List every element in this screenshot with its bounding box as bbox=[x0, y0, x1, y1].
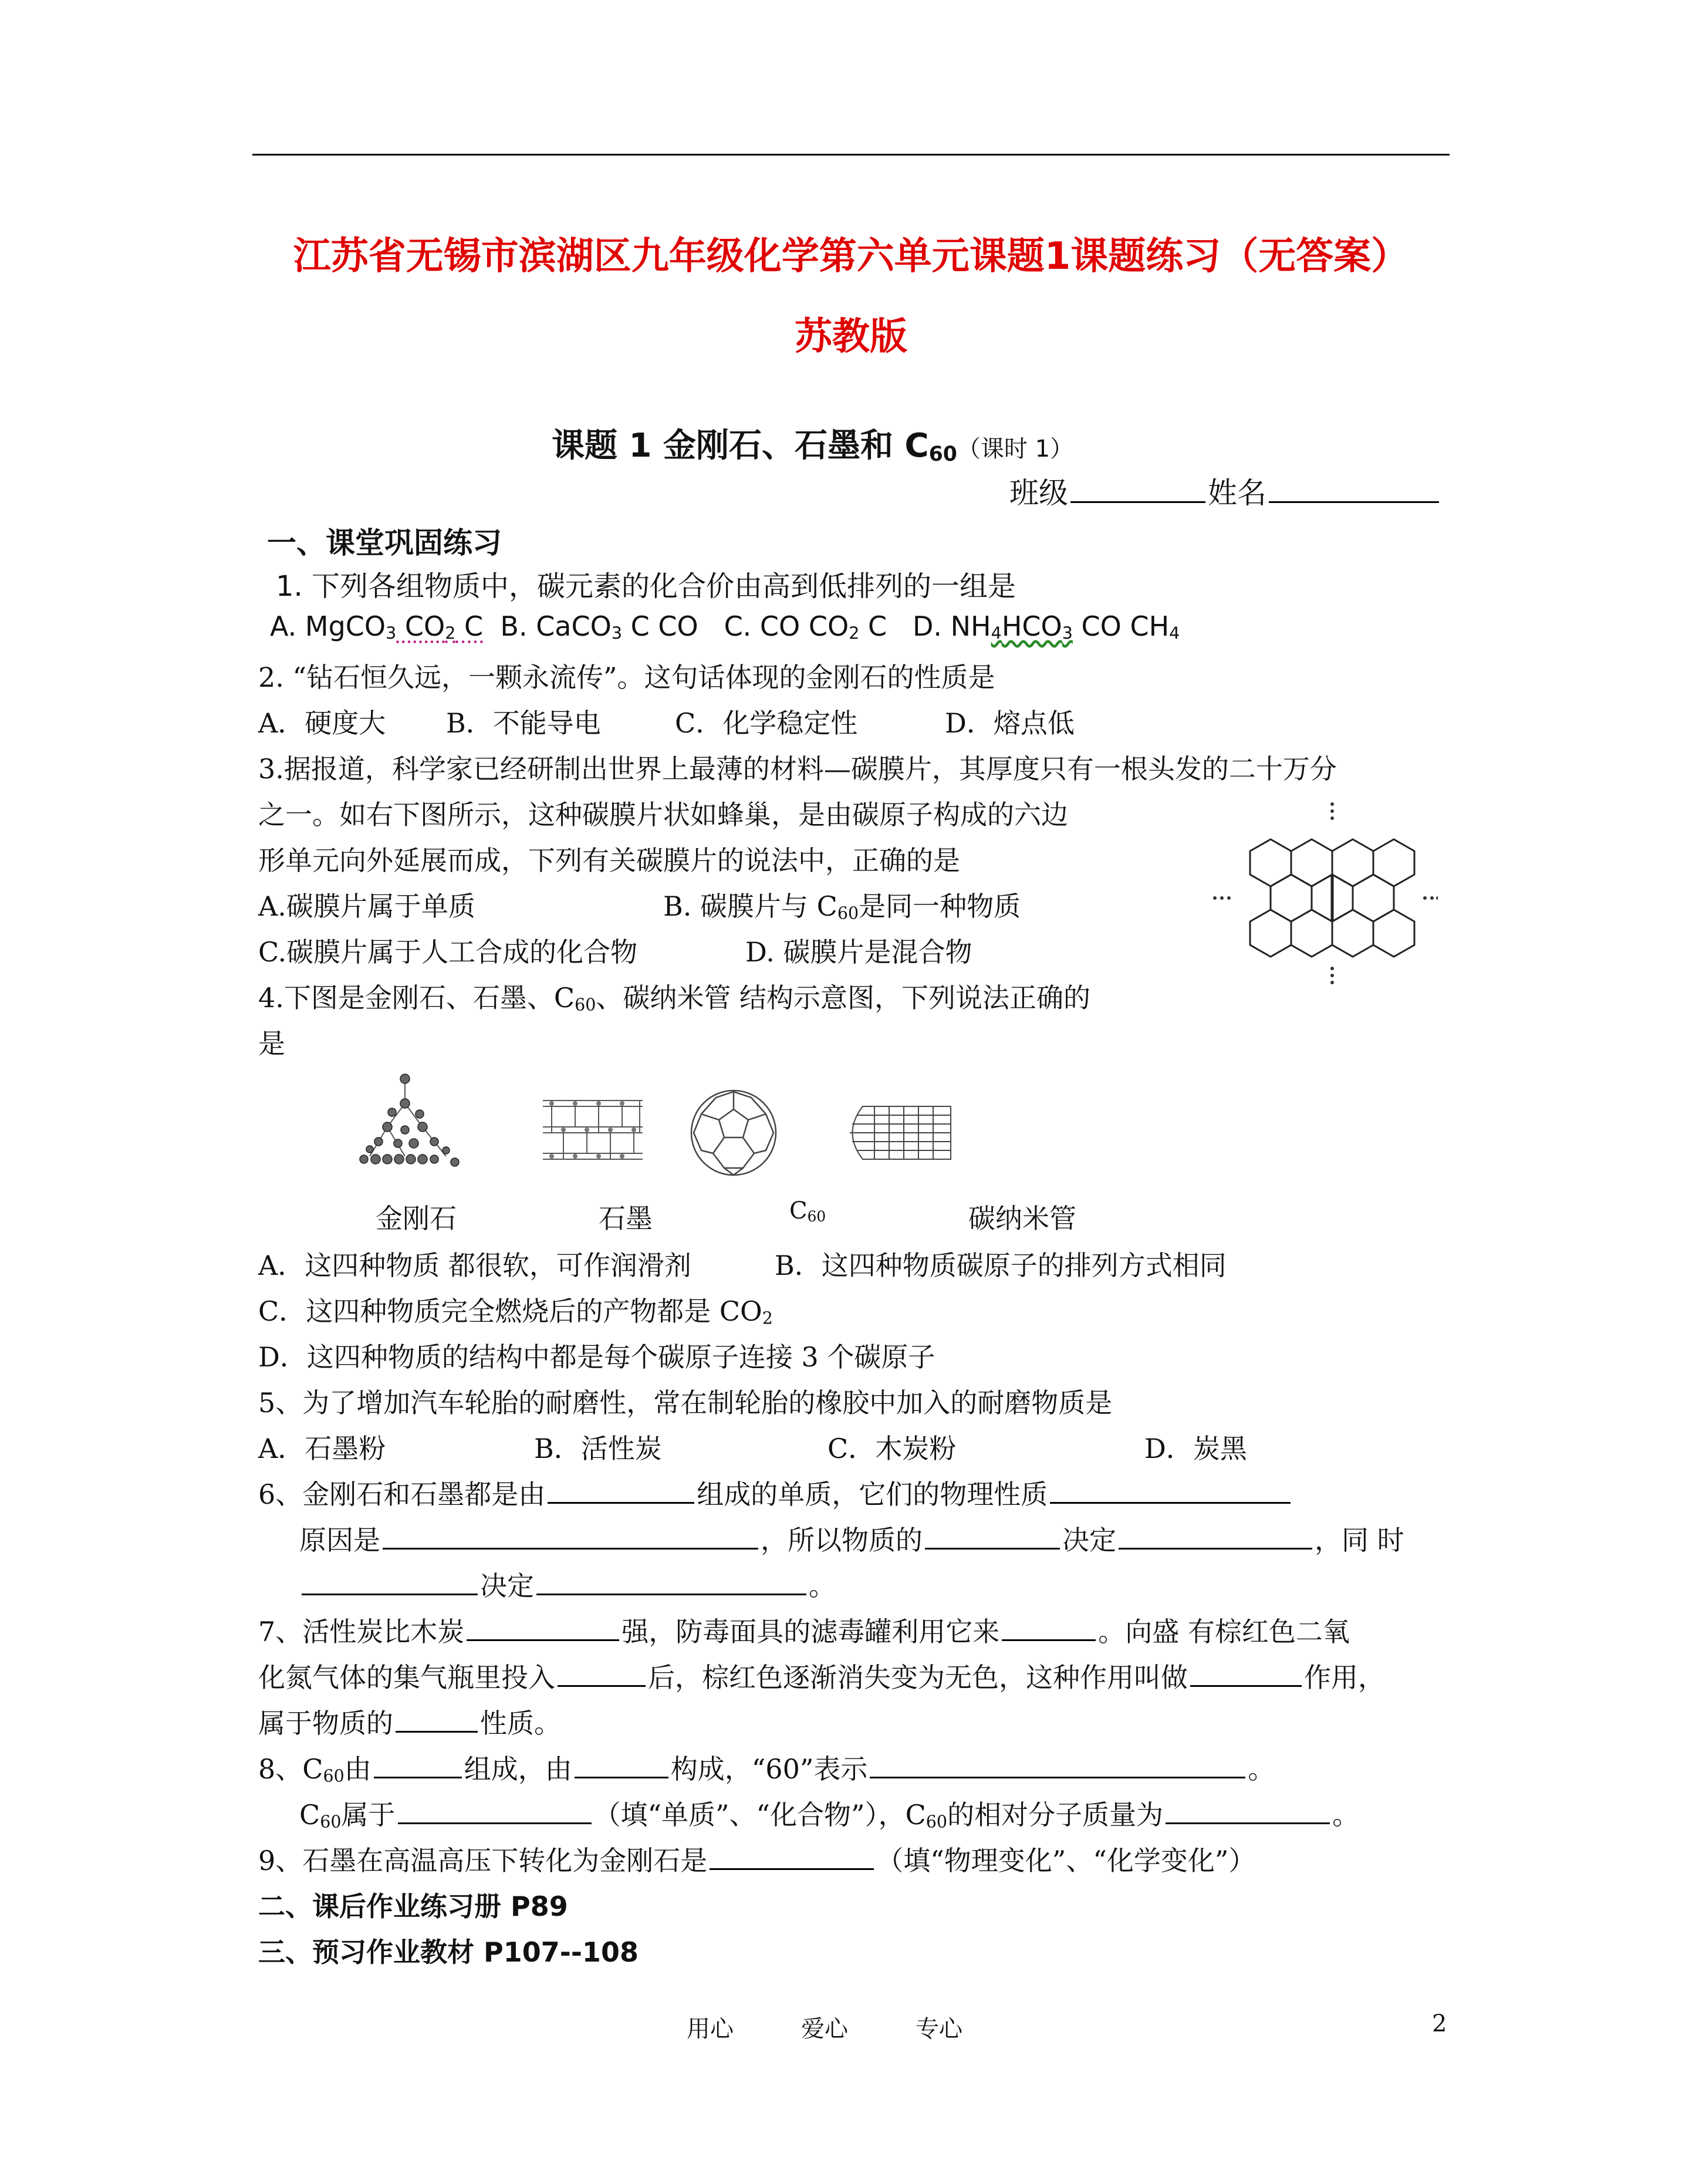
page-number: 2 bbox=[1432, 2010, 1447, 2037]
q6-line1: 6、金刚石和石墨都是由 组成的单质，它们的物理性质 bbox=[258, 1473, 1293, 1512]
q4-option-d: D．这四种物质的结构中都是每个碳原子连接 3 个碳原子 bbox=[258, 1341, 935, 1373]
nanotube-label: 碳纳米管 bbox=[968, 1203, 1076, 1234]
q3-option-d: D. 碳膜片是混合物 bbox=[745, 936, 972, 968]
q7-line2: 化氮气体的集气瓶里投入 后，棕红色逐渐消失变为无色，这种作用叫做 作用， bbox=[258, 1656, 1385, 1695]
q4-option-a: A．这四种物质 都很软，可作润滑剂 bbox=[258, 1250, 691, 1281]
section3-heading: 三、预习作业教材 P107--108 bbox=[258, 1936, 639, 1968]
q4-option-b: B．这四种物质碳原子的排列方式相同 bbox=[775, 1250, 1227, 1281]
q5-stem: 5、为了增加汽车轮胎的耐磨性，常在制轮胎的橡胶中加入的耐磨物质是 bbox=[258, 1387, 1113, 1419]
nanotube-structure-image bbox=[839, 1101, 957, 1165]
header-rule bbox=[252, 154, 1450, 156]
q3-option-b: B. 碳膜片与 $C_{60}$是同一种物质 bbox=[663, 890, 1021, 923]
q4-option-c: C．这四种物质完全燃烧后的产物都是 $CO_2$ bbox=[258, 1295, 773, 1328]
page-title: 江苏省无锡市滨湖区九年级化学第六单元课题1课题练习（无答案） bbox=[293, 235, 1409, 278]
q8-line1: 8、$C_{60}$由 组成，由 构成，“60”表示 。 bbox=[258, 1748, 1275, 1787]
footer-right: 专心 bbox=[916, 2016, 962, 2043]
page-title-edition: 苏教版 bbox=[795, 315, 907, 359]
q3-stem-line3: 形单元向外延展而成，下列有关碳膜片的说法中，正确的是 bbox=[258, 845, 960, 876]
q7-line1: 7、活性炭比木炭 强，防毒面具的滤毒罐利用它来 。向盛 有棕红色二氧 bbox=[258, 1611, 1350, 1649]
q5-option-b: B．活性炭 bbox=[534, 1433, 662, 1464]
section2-heading: 二、课后作业练习册 P89 bbox=[258, 1891, 568, 1922]
q2-option-b: B．不能导电 bbox=[446, 707, 601, 739]
graphite-structure-image bbox=[540, 1092, 646, 1174]
diamond-structure-image bbox=[346, 1068, 475, 1180]
footer-left: 用心 bbox=[687, 2016, 734, 2043]
q2-option-d: D．熔点低 bbox=[945, 707, 1075, 739]
q4-stem-line2: 是 bbox=[258, 1028, 285, 1059]
q7-line3: 属于物质的 性质。 bbox=[258, 1702, 561, 1741]
q5-option-a: A．石墨粉 bbox=[258, 1433, 386, 1464]
section1-heading: 一、课堂巩固练习 bbox=[267, 526, 502, 560]
q4-stem-line1: 4.下图是金刚石、石墨、$C_{60}$、碳纳米管 结构示意图，下列说法正确的 bbox=[258, 982, 1091, 1015]
q3-stem-line1: 3.据报道，科学家已经研制出世界上最薄的材料—碳膜片，其厚度只有一根头发的二十万分 bbox=[258, 753, 1337, 785]
q3-option-c: C.碳膜片属于人工合成的化合物 bbox=[258, 936, 638, 968]
q2-stem: 2. “钻石恒久远，一颗永流传”。这句话体现的金刚石的性质是 bbox=[258, 661, 995, 693]
c60-structure-image bbox=[687, 1086, 781, 1180]
lesson-title: 课题 1 金刚石、石墨和 $C_{60}$（课时 1） bbox=[552, 427, 1074, 466]
q6-line3: 决定 。 bbox=[299, 1565, 836, 1604]
q5-option-c: C．木炭粉 bbox=[827, 1433, 957, 1464]
class-name-line: 班级 姓名 bbox=[1009, 470, 1441, 512]
q6-line2: 原因是 ，所以物质的 决定 ，同 时 bbox=[299, 1519, 1404, 1558]
diamond-label: 金刚石 bbox=[376, 1203, 457, 1234]
q5-option-d: D．炭黑 bbox=[1144, 1433, 1247, 1464]
q3-option-a: A.碳膜片属于单质 bbox=[258, 890, 475, 922]
q9-line: 9、石墨在高温高压下转化为金刚石是 （填“物理变化”、“化学变化”） bbox=[258, 1839, 1255, 1878]
q1-stem: 1. 下列各组物质中，碳元素的化合价由高到低排列的一组是 bbox=[276, 570, 1016, 603]
c60-label: $C_{60}$ bbox=[789, 1197, 826, 1225]
q8-line2: $C_{60}$属于 （填“单质”、“化合物”），$C_{60}$的相对分子质量为 。 bbox=[299, 1794, 1359, 1832]
q3-stem-line2: 之一。如右下图所示，这种碳膜片状如蜂巢，是由碳原子构成的六边 bbox=[258, 799, 1068, 831]
q1-options: A. MgCO$_3$ $CO_2$ C B. CaCO$_3$ C CO C. CO $CO_2$ C D. $NH_4HCO_3$ CO $CH_4$ bbox=[270, 610, 1180, 643]
honeycomb-figure bbox=[1203, 795, 1438, 989]
q2-option-a: A．硬度大 bbox=[258, 707, 386, 739]
q2-option-c: C．化学稳定性 bbox=[675, 707, 858, 739]
footer-mid: 爱心 bbox=[801, 2016, 848, 2043]
graphite-label: 石墨 bbox=[599, 1203, 653, 1234]
